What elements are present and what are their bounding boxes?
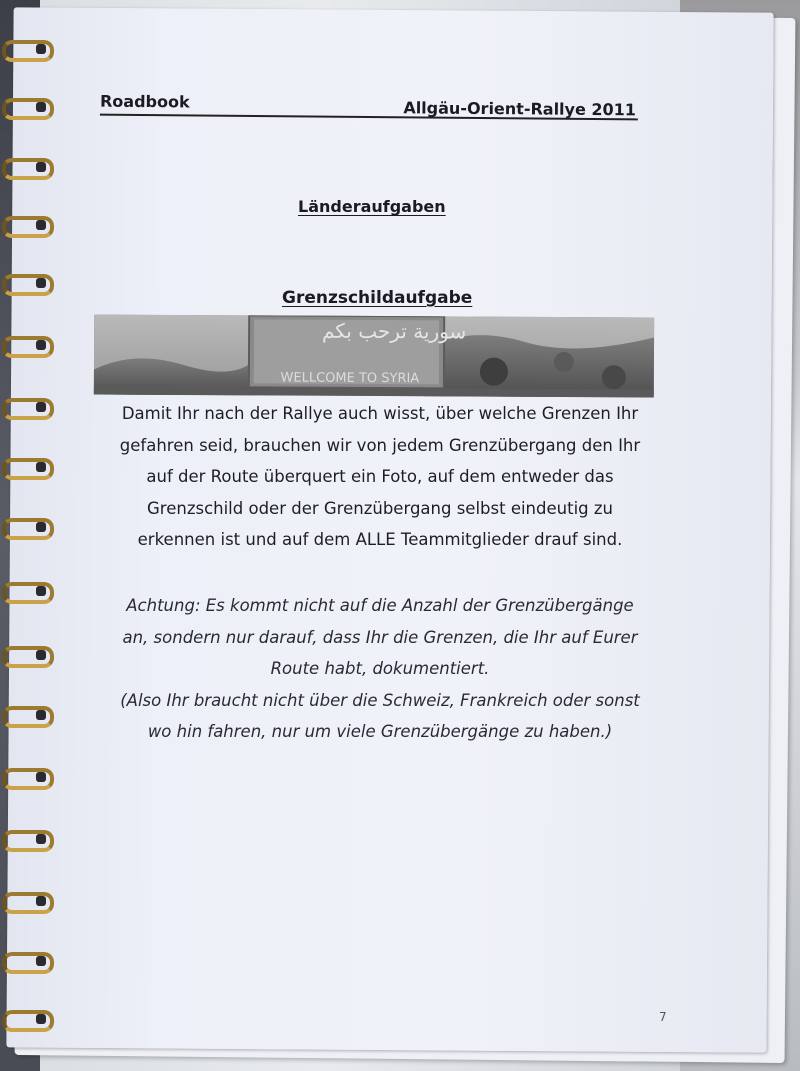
border-sign-image	[94, 315, 654, 398]
text-line: gefahren seid, brauchen wir von jedem Grenzübergang den Ihr	[119, 435, 641, 455]
text-line: (Also Ihr braucht nicht über die Schweiz, Frankreich oder sonst	[120, 690, 640, 710]
text-line: Achtung: Es kommt nicht auf die Anzahl der Grenzübergänge	[126, 596, 634, 615]
section-title: Länderaufgaben	[298, 197, 446, 216]
text-line: erkennen ist und auf dem ALLE Teammitglieder drauf sind.	[137, 530, 623, 549]
page-number: 7	[659, 1010, 667, 1024]
text-line: an, sondern nur darauf, dass Ihr die Grenzen, die Ihr auf Eurer	[122, 627, 638, 647]
text-line: Route habt, dokumentiert.	[270, 659, 490, 678]
text-line: Damit Ihr nach der Rallye auch wisst, über welche Grenzen Ihr	[121, 404, 639, 423]
header-right-label: Allgäu-Orient-Rallye 2011	[403, 98, 637, 120]
task-title: Grenzschildaufgabe	[282, 288, 473, 308]
attention-note	[90, 590, 670, 748]
text-line: wo hin fahren, nur um viele Grenzübergänge zu haben.)	[147, 722, 613, 741]
arabic-sign-text: سورية ترحب بكم	[321, 318, 467, 344]
sign-caption-text: WELLCOME TO SYRIA	[280, 370, 420, 387]
task-description	[90, 398, 670, 556]
page-header	[100, 90, 638, 121]
header-left-label: Roadbook	[99, 91, 190, 112]
text-line: Grenzschild oder der Grenzübergang selbst eindeutig zu	[147, 498, 613, 518]
text-line: auf der Route überquert ein Foto, auf dem entweder das	[146, 467, 614, 486]
border-sign-photo	[94, 315, 654, 398]
